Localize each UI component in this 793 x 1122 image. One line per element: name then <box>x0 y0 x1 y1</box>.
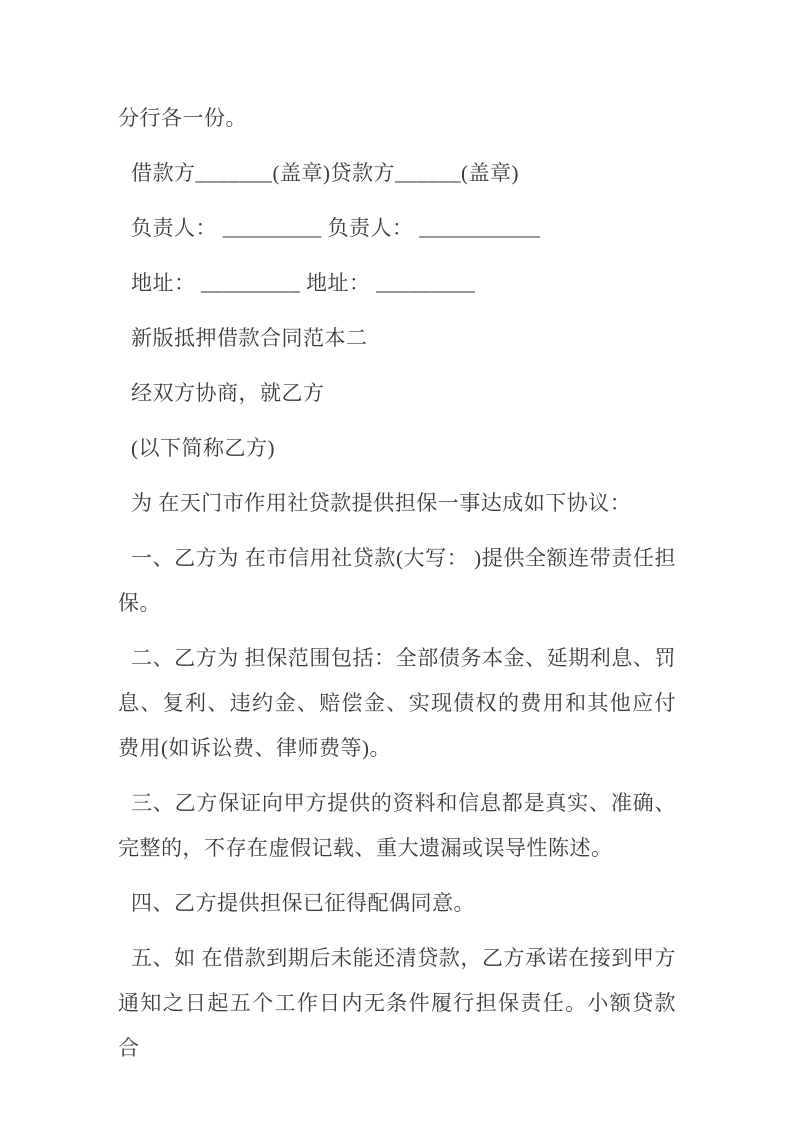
paragraph-title: 新版抵押借款合同范本二 <box>131 326 368 350</box>
paragraph-clause-1: 一、乙方为 在市信用社贷款(大写： )提供全额连带责任担保。 <box>118 546 676 615</box>
paragraph-party-b-alias: (以下简称乙方) <box>131 436 275 460</box>
paragraph-clause-3: 三、乙方保证向甲方提供的资料和信息都是真实、准确、完整的，不存在虚假记载、重大遗漏或误导性陈述。 <box>118 791 676 860</box>
paragraph-clause-5: 五、如 在借款到期后未能还清贷款，乙方承诺在接到甲方通知之日起五个工作日内无条件履行担保责任。小额贷款合 <box>118 946 676 1060</box>
paragraph-clause-2: 二、乙方为 担保范围包括：全部债务本金、延期利息、罚息、复利、违约金、赔偿金、实现债权的费用和其他应付费用(如诉讼费、律师费等)。 <box>118 646 676 760</box>
paragraph-borrower-lender-seal: 借款方_______(盖章)贷款方______(盖章) <box>131 161 519 185</box>
paragraph-address: 地址： _________ 地址： _________ <box>131 271 476 295</box>
paragraph-clause-4: 四、乙方提供担保已征得配偶同意。 <box>131 891 475 915</box>
paragraph-continuation: 分行各一份。 <box>118 106 247 130</box>
contract-body <box>118 96 676 1071</box>
paragraph-negotiation: 经双方协商，就乙方 <box>131 381 325 405</box>
paragraph-responsible-person: 负责人： _________ 负责人： ___________ <box>131 216 541 240</box>
paragraph-agreement-intro: 为 在天门市作用社贷款提供担保一事达成如下协议： <box>131 491 632 515</box>
